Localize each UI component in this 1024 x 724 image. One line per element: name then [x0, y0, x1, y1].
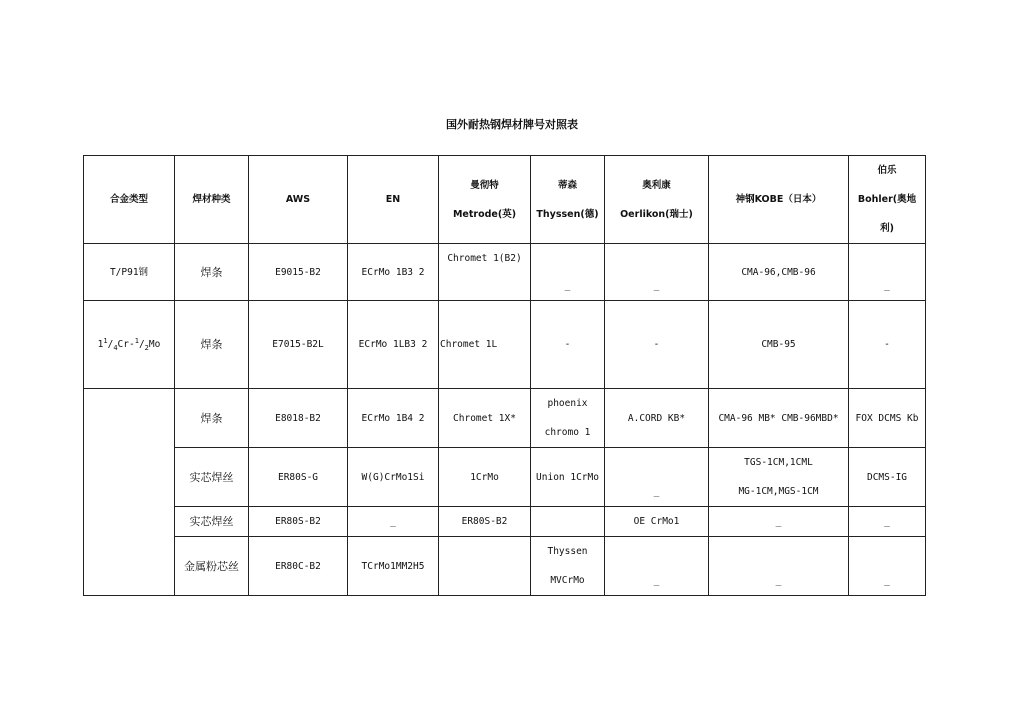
oerlikon-cell: A.CORD KB*: [605, 389, 709, 448]
metrode-cell: Chromet 1L: [439, 301, 531, 389]
alloy-cell-empty: [84, 389, 175, 596]
table-row: [84, 389, 926, 448]
header-metrode: [439, 156, 531, 244]
en-cell: W(G)CrMo1Si: [348, 448, 439, 507]
aws-cell: E9015-B2: [249, 244, 348, 301]
header-kobe: 神钢KOBE（日本）: [709, 156, 849, 244]
en-cell: _: [348, 507, 439, 537]
document-title: 国外耐热钢焊材牌号对照表: [446, 118, 578, 131]
header-oerlikon-en: Oerlikon(瑞士): [620, 208, 693, 220]
metrode-cell: [439, 537, 531, 596]
header-bohler-en1: Bohler(奥地: [857, 194, 917, 205]
metrode-cell: 1CrMo: [439, 448, 531, 507]
welding-material-comparison-table: [83, 155, 926, 596]
header-metrode-en: Metrode(英): [452, 208, 517, 220]
header-thyssen-name: 蒂森: [557, 179, 577, 191]
kind-cell: 焊条: [175, 244, 249, 301]
table-row: [84, 301, 926, 389]
bohler-cell: _: [849, 537, 926, 596]
metrode-cell: Chromet 1(B2): [439, 244, 531, 301]
kobe-cell: _: [709, 507, 849, 537]
en-cell: ECrMo 1B3 2: [348, 244, 439, 301]
header-bohler-name: 伯乐: [877, 165, 897, 176]
aws-cell: ER80S-B2: [249, 507, 348, 537]
thyssen-cell: _: [531, 244, 605, 301]
kobe-cell: TGS-1CM,1CML MG-1CM,MGS-1CM: [709, 448, 849, 507]
header-aws: AWS: [249, 156, 348, 244]
table-row: [84, 448, 926, 507]
aws-cell: E8018-B2: [249, 389, 348, 448]
kobe-cell: CMA-96,CMB-96: [709, 244, 849, 301]
oerlikon-cell: _: [605, 448, 709, 507]
bohler-cell: FOX DCMS Kb: [849, 389, 926, 448]
kobe-cell: CMA-96 MB* CMB-96MBD*: [709, 389, 849, 448]
en-cell: ECrMo 1LB3 2: [348, 301, 439, 389]
kind-cell: 实芯焊丝: [175, 448, 249, 507]
kind-cell: 焊条: [175, 301, 249, 389]
bohler-cell: -: [849, 301, 926, 389]
aws-cell: ER80C-B2: [249, 537, 348, 596]
table-row: [84, 537, 926, 596]
header-material-kind: 焊材种类: [175, 156, 249, 244]
bohler-cell: _: [849, 244, 926, 301]
table-row: [84, 507, 926, 537]
en-cell: ECrMo 1B4 2: [348, 389, 439, 448]
kind-cell: 金属粉芯丝: [175, 537, 249, 596]
header-alloy-type: 合金类型: [84, 156, 175, 244]
kobe-cell: _: [709, 537, 849, 596]
oerlikon-cell: _: [605, 244, 709, 301]
oerlikon-cell: -: [605, 301, 709, 389]
oerlikon-cell: _: [605, 537, 709, 596]
table-row: [84, 244, 926, 301]
bohler-cell: DCMS-IG: [849, 448, 926, 507]
header-thyssen: [531, 156, 605, 244]
header-oerlikon: [605, 156, 709, 244]
aws-cell: E7015-B2L: [249, 301, 348, 389]
header-en: EN: [348, 156, 439, 244]
metrode-cell: Chromet 1X*: [439, 389, 531, 448]
thyssen-cell: Union 1CrMo: [531, 448, 605, 507]
header-bohler-en2: 利): [880, 223, 894, 234]
thyssen-cell: [531, 507, 605, 537]
alloy-cell: T/P91钢: [84, 244, 175, 301]
header-metrode-name: 曼彻特: [470, 179, 499, 191]
header-bohler: [849, 156, 926, 244]
thyssen-cell: Thyssen MVCrMo: [531, 537, 605, 596]
thyssen-cell: phoenix chromo 1: [531, 389, 605, 448]
metrode-cell: ER80S-B2: [439, 507, 531, 537]
aws-cell: ER80S-G: [249, 448, 348, 507]
header-oerlikon-name: 奥利康: [642, 179, 671, 191]
en-cell: TCrMo1MM2H5: [348, 537, 439, 596]
thyssen-cell: -: [531, 301, 605, 389]
header-thyssen-en: Thyssen(德): [536, 208, 599, 220]
kind-cell: 焊条: [175, 389, 249, 448]
kind-cell: 实芯焊丝: [175, 507, 249, 537]
header-row: [84, 156, 926, 244]
bohler-cell: _: [849, 507, 926, 537]
alloy-cell: $1^1/_4Cr-^1/_2Mo$: [84, 301, 175, 389]
oerlikon-cell: OE CrMo1: [605, 507, 709, 537]
kobe-cell: CMB-95: [709, 301, 849, 389]
